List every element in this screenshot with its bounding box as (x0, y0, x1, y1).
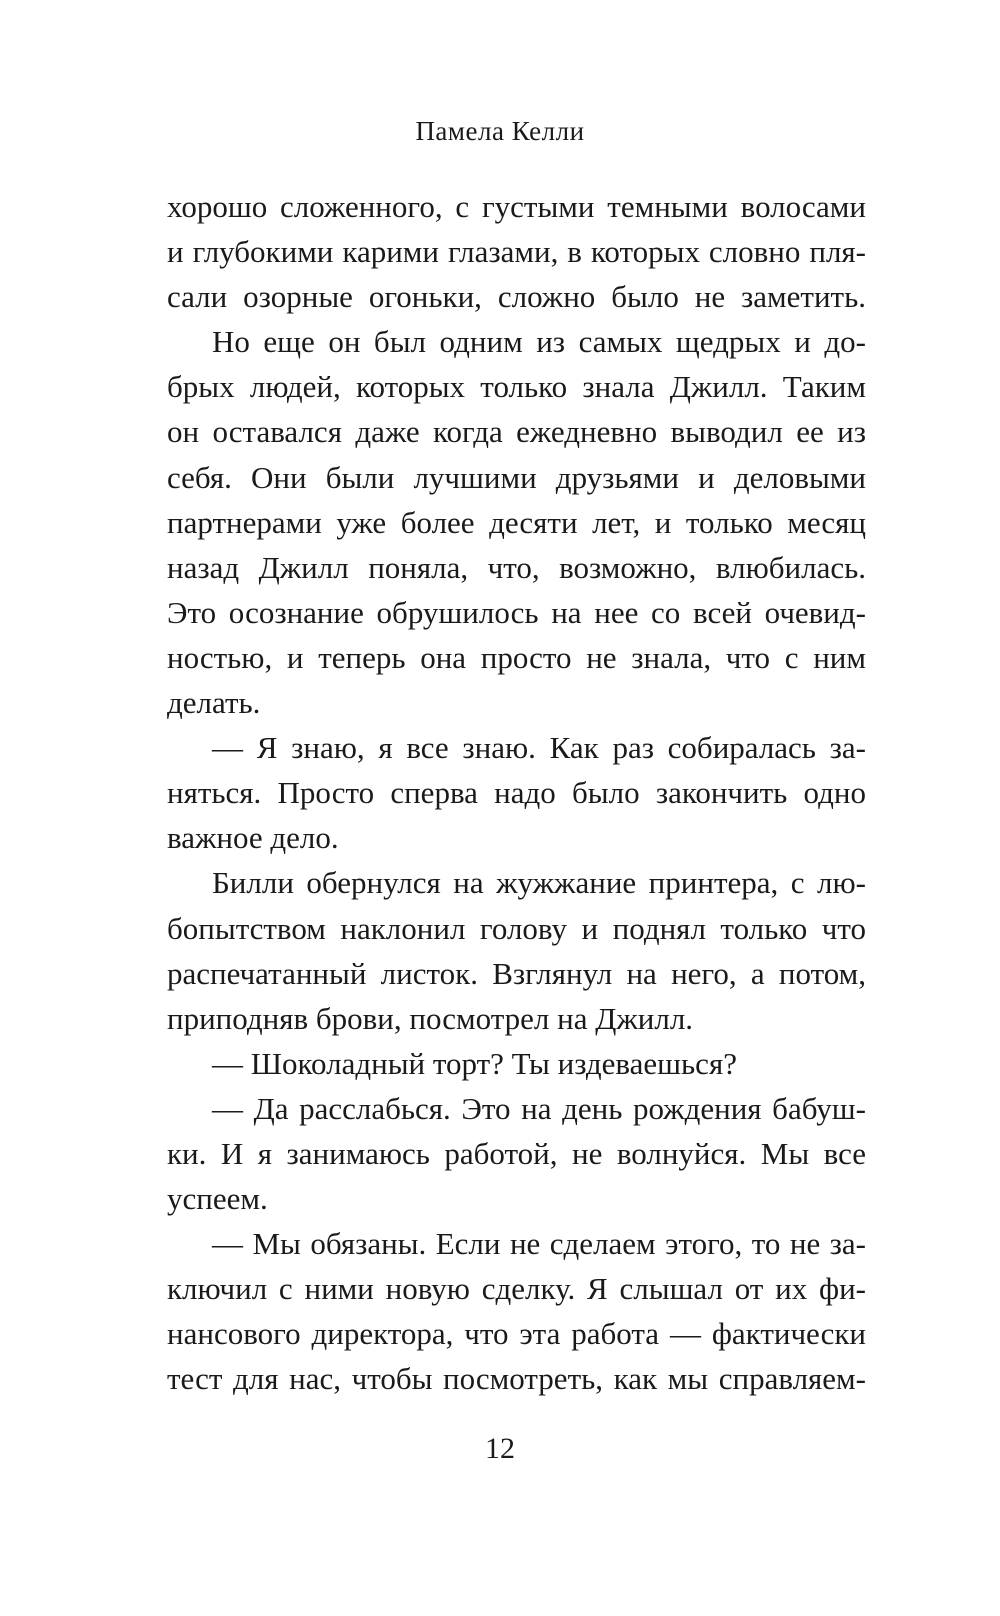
text-line: партнерами уже более десяти лет, и только месяц (167, 504, 866, 540)
running-head: Памела Келли (415, 116, 585, 146)
text-line: сали озорные огоньки, сложно было не заметить. (167, 279, 866, 315)
text-line: важное дело. (167, 820, 339, 856)
text-line: ключил с ними новую сделку. Я слышал от их фи- (167, 1271, 866, 1307)
text-line: няться. Просто сперва надо было закончить одно (167, 775, 866, 811)
text-line: хорошо сложенного, с густыми темными волосами (167, 189, 866, 224)
text-line: и глубокими карими глазами, в которых словно пля- (167, 234, 866, 270)
text-line: распечатанный листок. Взглянул на него, а потом, (167, 955, 866, 991)
text-line: себя. Они были лучшими друзьями и деловыми (167, 459, 866, 495)
text-line: брых людей, которых только знала Джилл. Таким (167, 369, 866, 405)
text-line: — Я знаю, я все знаю. Как раз собиралась за- (212, 730, 866, 766)
text-line: Это осознание обрушилось на нее со всей очевид- (167, 594, 866, 630)
text-line: тест для нас, чтобы посмотреть, как мы справляем- (167, 1361, 866, 1397)
text-line: нансового директора, что эта работа — фактически (167, 1316, 866, 1352)
page-number: 12 (485, 1432, 515, 1465)
body-text (167, 184, 866, 1402)
text-line: бопытством наклонил голову и поднял только что (167, 910, 866, 946)
text-line: ки. И я занимаюсь работой, не волнуйся. Мы все (167, 1135, 866, 1171)
text-line: — Да расслабься. Это на день рождения бабуш- (212, 1090, 866, 1126)
text-line: Билли обернулся на жужжание принтера, с лю- (212, 865, 866, 901)
text-line: делать. (167, 685, 261, 721)
text-line: ностью, и теперь она просто не знала, что с ним (167, 639, 866, 675)
text-line: успеем. (167, 1181, 268, 1217)
text-line: приподняв брови, посмотрел на Джилл. (167, 1000, 694, 1036)
text-line: — Шоколадный торт? Ты издеваешься? (212, 1045, 737, 1081)
text-line: — Мы обязаны. Если не сделаем этого, то не за- (212, 1226, 866, 1262)
text-line: назад Джилл поняла, что, возможно, влюбилась. (167, 549, 866, 585)
text-line: Но еще он был одним из самых щедрых и до- (212, 324, 866, 360)
text-line: он оставался даже когда ежедневно выводил ее из (167, 414, 866, 450)
